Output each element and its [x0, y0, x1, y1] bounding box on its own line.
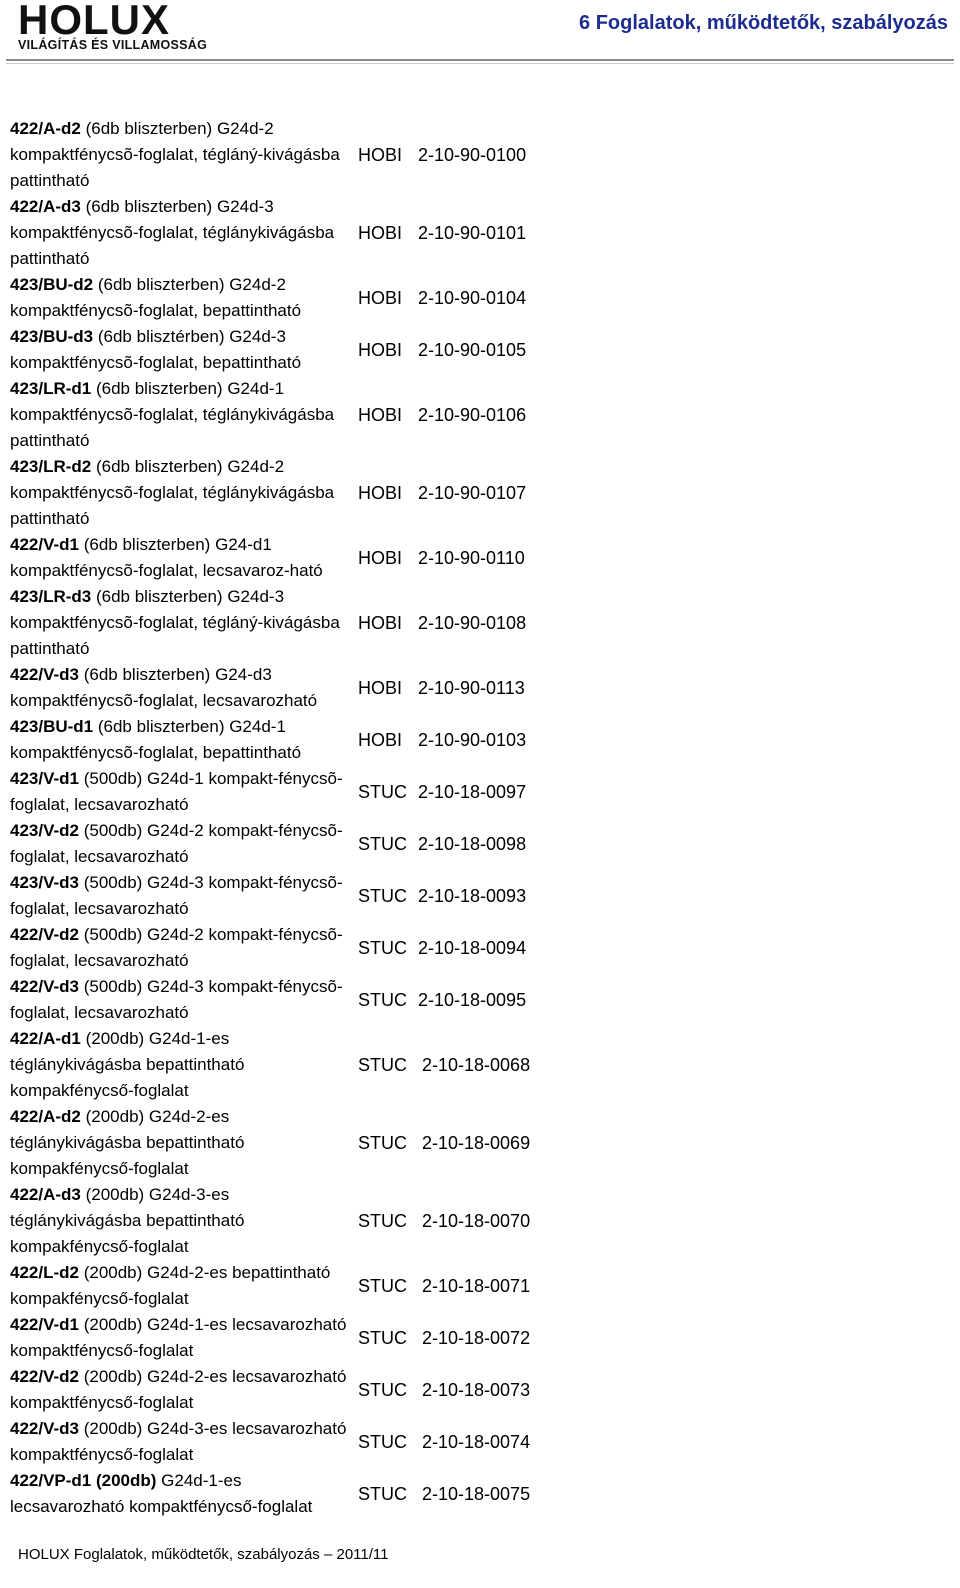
- product-description: [10, 272, 352, 324]
- product-description: [10, 116, 352, 194]
- product-description: [10, 922, 352, 974]
- product-description: [10, 1312, 352, 1364]
- product-article-number: 2-10-90-0113: [418, 677, 525, 698]
- product-description: [10, 870, 352, 922]
- product-row: [10, 974, 950, 1026]
- product-type-code: 423/BU-d3: [10, 327, 94, 346]
- product-row: [10, 376, 950, 454]
- product-description-text: (500db) G24d-2 kompakt-fénycsõ-foglalat, lecsavarozható: [10, 821, 343, 866]
- logo-wordmark: HOLUX: [18, 0, 170, 43]
- product-description: [10, 454, 352, 532]
- product-article-number: 2-10-18-0094: [418, 937, 527, 958]
- page-title: 6 Foglalatok, működtetők, szabályozás: [579, 12, 948, 34]
- product-description-text: (200db) G24d-2-es lecsavarozható kompaktfénycső-foglalat: [10, 1367, 347, 1412]
- product-description: [10, 974, 352, 1026]
- product-row: [10, 116, 950, 194]
- product-brand: HOBI: [358, 729, 403, 750]
- product-article-number: 2-10-18-0097: [418, 781, 527, 802]
- header-divider-secondary: [6, 63, 954, 64]
- product-description-text: (6db bliszterben) G24d-2 kompaktfénycsõ-foglalat, bepattintható: [10, 275, 302, 320]
- product-article-number: 2-10-18-0074: [422, 1431, 531, 1452]
- product-brand: STUC: [358, 781, 407, 802]
- product-brand: HOBI: [358, 677, 403, 698]
- product-type-code: 422/A-d3: [10, 1185, 81, 1204]
- product-description: [10, 1182, 352, 1260]
- product-row: [10, 870, 950, 922]
- product-article-number: 2-10-18-0098: [418, 833, 527, 854]
- product-description: [10, 1026, 352, 1104]
- product-description: [10, 766, 352, 818]
- product-description-text: G24d-1-es lecsavarozható kompaktfénycső-foglalat: [10, 1471, 313, 1516]
- product-type-code: 422/VP-d1 (200db): [10, 1471, 157, 1490]
- product-brand: HOBI: [358, 547, 403, 568]
- product-type-code: 422/V-d2: [10, 925, 79, 944]
- product-type-code: 422/V-d3: [10, 1419, 79, 1438]
- product-brand: HOBI: [358, 404, 403, 425]
- product-row: [10, 1364, 950, 1416]
- product-article-number: 2-10-18-0070: [422, 1210, 531, 1231]
- product-type-code: 423/LR-d1: [10, 379, 92, 398]
- product-type-code: 422/V-d1: [10, 535, 79, 554]
- product-type-code: 422/V-d3: [10, 665, 79, 684]
- product-type-code: 423/LR-d2: [10, 457, 92, 476]
- product-article-number: 2-10-18-0069: [422, 1132, 531, 1153]
- product-type-code: 422/A-d1: [10, 1029, 81, 1048]
- product-article-number: 2-10-90-0104: [418, 287, 527, 308]
- product-row: [10, 532, 950, 584]
- product-description-text: (200db) G24d-2-es bepattintható kompakfénycső-foglalat: [10, 1263, 331, 1308]
- product-article-number: 2-10-90-0108: [418, 612, 527, 633]
- product-description: [10, 818, 352, 870]
- page-header: [0, 0, 960, 66]
- product-article-number: 2-10-90-0101: [418, 222, 527, 243]
- product-description: [10, 662, 352, 714]
- product-brand: STUC: [358, 1379, 407, 1400]
- product-description: [10, 324, 352, 376]
- product-description-text: (200db) G24d-1-es lecsavarozható kompaktfénycső-foglalat: [10, 1315, 347, 1360]
- product-description: [10, 532, 352, 584]
- product-description-text: (6db bliszterben) G24d-1 kompaktfénycsõ-foglalat, bepattintható: [10, 717, 302, 762]
- product-article-number: 2-10-18-0095: [418, 989, 527, 1010]
- product-article-number: 2-10-18-0073: [422, 1379, 531, 1400]
- product-description-text: (6db bliszterben) G24-d3 kompaktfénycsõ-foglalat, lecsavarozható: [10, 665, 318, 710]
- product-description: [10, 376, 352, 454]
- product-description: [10, 1364, 352, 1416]
- product-row: [10, 1182, 950, 1260]
- product-brand: STUC: [358, 1275, 407, 1296]
- product-row: [10, 272, 950, 324]
- product-description-text: (6db bliszterben) G24d-3 kompaktfénycsõ-foglalat, tégláný-kivágásba pattintható: [10, 587, 340, 658]
- product-description: [10, 714, 352, 766]
- product-row: [10, 1104, 950, 1182]
- product-brand: STUC: [358, 1054, 407, 1075]
- product-brand: STUC: [358, 1132, 407, 1153]
- product-description-text: (200db) G24d-2-es téglánykivágásba bepattintható kompakfénycső-foglalat: [10, 1107, 245, 1178]
- product-description-text: (200db) G24d-3-es lecsavarozható kompaktfénycső-foglalat: [10, 1419, 347, 1464]
- product-row: [10, 714, 950, 766]
- product-description-text: (500db) G24d-2 kompakt-fénycsõ-foglalat, lecsavarozható: [10, 925, 343, 970]
- product-row: [10, 584, 950, 662]
- product-list: [10, 116, 950, 1520]
- product-description: [10, 584, 352, 662]
- product-description: [10, 194, 352, 272]
- product-article-number: 2-10-90-0105: [418, 339, 527, 360]
- product-description-text: (6db bliszterben) G24d-3 kompaktfénycsõ-foglalat, téglánykivágásba pattintható: [10, 197, 335, 268]
- product-row: [10, 766, 950, 818]
- product-article-number: 2-10-18-0072: [422, 1327, 531, 1348]
- product-article-number: 2-10-90-0100: [418, 144, 527, 165]
- product-brand: HOBI: [358, 222, 403, 243]
- product-row: [10, 1260, 950, 1312]
- product-article-number: 2-10-18-0093: [418, 885, 527, 906]
- product-brand: STUC: [358, 1431, 407, 1452]
- product-brand: STUC: [358, 1210, 407, 1231]
- product-description: [10, 1104, 352, 1182]
- product-brand: HOBI: [358, 144, 403, 165]
- product-type-code: 423/LR-d3: [10, 587, 92, 606]
- product-description-text: (500db) G24d-3 kompakt-fénycsõ-foglalat, lecsavarozható: [10, 977, 343, 1022]
- product-description-text: (6db bliszterben) G24d-2 kompaktfénycsõ-foglalat, téglánykivágásba pattintható: [10, 457, 335, 528]
- product-row: [10, 1468, 950, 1520]
- product-type-code: 423/BU-d1: [10, 717, 94, 736]
- product-description-text: (500db) G24d-1 kompakt-fénycsõ-foglalat, lecsavarozható: [10, 769, 343, 814]
- product-description-text: (500db) G24d-3 kompakt-fénycsõ-foglalat, lecsavarozható: [10, 873, 343, 918]
- product-brand: STUC: [358, 1327, 407, 1348]
- product-description: [10, 1468, 352, 1520]
- product-description: [10, 1260, 352, 1312]
- product-brand: STUC: [358, 937, 407, 958]
- product-type-code: 423/V-d3: [10, 873, 79, 892]
- header-divider: [6, 59, 954, 61]
- product-brand: STUC: [358, 833, 407, 854]
- product-brand: HOBI: [358, 612, 403, 633]
- product-row: [10, 922, 950, 974]
- product-article-number: 2-10-18-0068: [422, 1054, 531, 1075]
- product-row: [10, 194, 950, 272]
- product-type-code: 423/BU-d2: [10, 275, 94, 294]
- product-type-code: 422/V-d1: [10, 1315, 79, 1334]
- product-type-code: 422/V-d2: [10, 1367, 79, 1386]
- product-article-number: 2-10-18-0075: [422, 1483, 531, 1504]
- product-description-text: (200db) G24d-3-es téglánykivágásba bepattintható kompakfénycső-foglalat: [10, 1185, 245, 1256]
- product-article-number: 2-10-90-0106: [418, 404, 527, 425]
- product-type-code: 422/A-d2: [10, 1107, 81, 1126]
- product-description-text: (6db bliszterben) G24-d1 kompaktfénycsõ-foglalat, lecsavaroz-ható: [10, 535, 323, 580]
- product-row: [10, 324, 950, 376]
- product-type-code: 422/A-d2: [10, 119, 81, 138]
- product-article-number: 2-10-90-0110: [418, 547, 525, 568]
- product-description-text: (6db bliszterben) G24d-1 kompaktfénycsõ-foglalat, téglánykivágásba pattintható: [10, 379, 335, 450]
- product-article-number: 2-10-90-0107: [418, 482, 527, 503]
- product-row: [10, 1026, 950, 1104]
- product-brand: HOBI: [358, 287, 403, 308]
- product-row: [10, 1416, 950, 1468]
- page-footer: HOLUX Foglalatok, működtetők, szabályozás – 2011/11: [18, 1546, 389, 1563]
- product-description: [10, 1416, 352, 1468]
- product-type-code: 422/A-d3: [10, 197, 81, 216]
- product-article-number: 2-10-90-0103: [418, 729, 527, 750]
- product-description-text: (200db) G24d-1-es téglánykivágásba bepattintható kompakfénycső-foglalat: [10, 1029, 245, 1100]
- product-row: [10, 454, 950, 532]
- product-brand: HOBI: [358, 482, 403, 503]
- product-brand: STUC: [358, 885, 407, 906]
- product-article-number: 2-10-18-0071: [422, 1275, 531, 1296]
- product-type-code: 422/L-d2: [10, 1263, 79, 1282]
- product-brand: STUC: [358, 1483, 407, 1504]
- product-type-code: 423/V-d1: [10, 769, 79, 788]
- product-description-text: (6db bliszterben) G24d-2 kompaktfénycsõ-foglalat, tégláný-kivágásba pattintható: [10, 119, 340, 190]
- product-row: [10, 1312, 950, 1364]
- product-row: [10, 662, 950, 714]
- holux-logo: [18, 0, 238, 52]
- logo-tagline: VILÁGÍTÁS ÉS VILLAMOSSÁG: [18, 38, 208, 52]
- product-type-code: 423/V-d2: [10, 821, 79, 840]
- product-brand: HOBI: [358, 339, 403, 360]
- product-type-code: 422/V-d3: [10, 977, 79, 996]
- product-brand: STUC: [358, 989, 407, 1010]
- product-description-text: (6db blisztérben) G24d-3 kompaktfénycsõ-foglalat, bepattintható: [10, 327, 302, 372]
- product-row: [10, 818, 950, 870]
